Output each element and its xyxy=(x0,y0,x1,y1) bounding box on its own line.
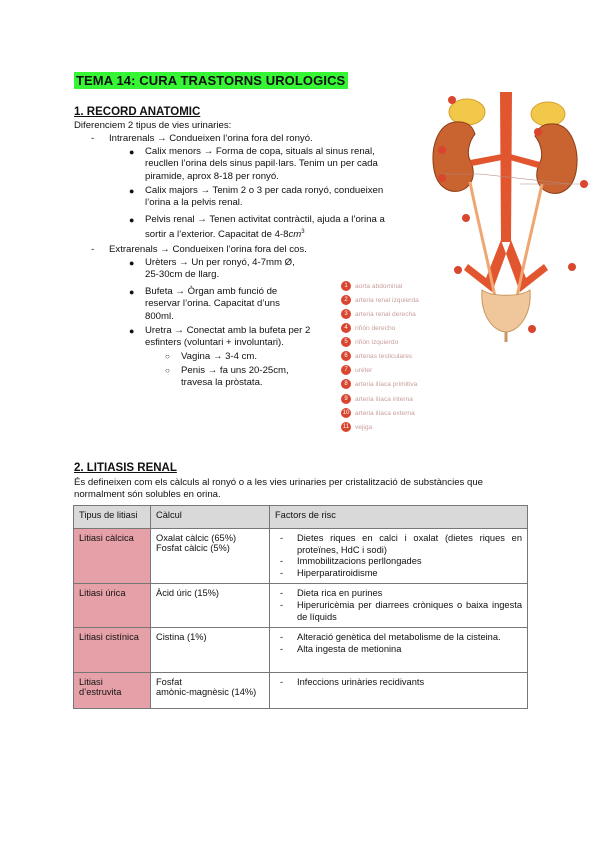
risk-factor: - Dieta rica en purines xyxy=(297,588,522,600)
anatomy-intro: Diferenciem 2 tipus de vies urinaries: xyxy=(74,120,232,131)
table-row xyxy=(74,529,528,584)
ureters-text: Urèters → Un per ronyó, 4-7mm Ø, 25-30cm de llarg. xyxy=(145,257,295,281)
bullet-marker: ● xyxy=(129,147,135,157)
risk-factor: - Infeccions urinàries recidivants xyxy=(297,677,522,689)
litiasi-type: Litiasi cistínica xyxy=(74,628,151,673)
bullet-marker: ● xyxy=(129,287,135,297)
risk-factor: - Immobilitzacions perllongades xyxy=(297,556,522,568)
legend-item: 1 aorta abdominal xyxy=(341,281,402,292)
section-heading-litiasis: 2. LITIASIS RENAL xyxy=(74,462,177,474)
column-header: Factors de risc xyxy=(270,506,528,529)
litiasi-type: Litiasi càlcica xyxy=(74,529,151,584)
vagina-text: Vagina → 3-4 cm. xyxy=(181,351,258,362)
column-header: Tipus de litiasi xyxy=(74,506,151,529)
legend-item: 4 riñón derecho xyxy=(341,323,395,334)
legend-item: 6 arterias testiculares xyxy=(341,351,412,362)
factors-cell xyxy=(270,529,528,584)
abdominal-aorta xyxy=(500,92,512,242)
column-header: Càlcul xyxy=(151,506,270,529)
legend-item: 8 arteria ilíaca primitiva xyxy=(341,379,417,390)
table-row xyxy=(74,673,528,709)
litiasi-type: Litiasi úrica xyxy=(74,584,151,628)
calcul-cell: Cistina (1%) xyxy=(151,628,270,673)
penis-text: Penis → fa uns 20-25cm, travesa la pròstata. xyxy=(181,365,289,389)
risk-factor: - Alta ingesta de metionina xyxy=(297,644,522,656)
factors-cell xyxy=(270,628,528,673)
iliac-arteries xyxy=(464,240,548,292)
bullet-marker: ● xyxy=(129,186,135,196)
bullet-marker: ● xyxy=(129,258,135,268)
litiasi-type: Litiasi d’estruvita xyxy=(74,673,151,709)
right-adrenal-gland xyxy=(531,102,565,126)
intrarenal-label: Intrarenals → Condueixen l’orina fora del ronyó. xyxy=(109,133,313,144)
uretra-text: Uretra → Conectat amb la bufeta per 2 esfinters (voluntari + involuntari). xyxy=(145,325,311,349)
legend-item: 10 arteria ilíaca externa xyxy=(342,410,415,417)
calcul-cell: Fosfat amònic-magnèsic (14%) xyxy=(151,673,270,709)
risk-factor: - Alteració genètica del metabolisme de la cisteina. xyxy=(297,632,522,644)
legend-item: 7 uréter xyxy=(341,365,372,376)
calcul-cell: Oxalat càlcic (65%) Fosfat càlcic (5%) xyxy=(151,529,270,584)
circle-marker: ○ xyxy=(165,352,170,361)
table-row xyxy=(74,584,528,628)
legend-item: 9 arteria ilíaca interna xyxy=(341,394,413,405)
bladder xyxy=(482,290,530,332)
dash-marker: - xyxy=(91,244,95,255)
page-title: TEMA 14: CURA TRASTORNS UROLOGICS xyxy=(74,72,348,89)
section-heading-anatomy: 1. RECORD ANATOMIC xyxy=(74,106,201,118)
extrarenal-label: Extrarenals → Condueixen l’orina fora del cos. xyxy=(109,244,307,255)
legend-item: 5 riñón izquierdo xyxy=(341,337,398,348)
table-row xyxy=(74,628,528,673)
urinary-system-illustration xyxy=(420,92,590,342)
legend-item: 3 arteria renal derecha xyxy=(341,309,416,320)
risk-factor: - Hiperparatiroidisme xyxy=(297,568,522,580)
bullet-marker: ● xyxy=(129,215,135,225)
litiasis-table xyxy=(73,505,528,709)
risk-factor: - Hiperuricèmia per diarrees cròniques o baixa ingesta de líquids xyxy=(297,600,522,623)
bufeta-text: Bufeta → Òrgan amb funció de reservar l’orina. Capacitat d’uns 800ml. xyxy=(145,286,280,322)
left-kidney xyxy=(535,124,577,194)
factors-cell xyxy=(270,673,528,709)
calix-menors-text: Calix menors → Forma de copa, situals al sinus renal, reucllen l’orina dels sinus papil·lars. Tenim un per cada piramide, aprox 8-18 per ronyó. xyxy=(145,146,378,182)
bullet-marker: ● xyxy=(129,326,135,336)
risk-factor: - Dietes riques en calci i oxalat (dietes riques en proteïnes, HdC i sodi) xyxy=(297,533,522,556)
pelvis-renal-text: Pelvis renal → Tenen activitat contràctil, ajuda a l’orina a sortir a l’exterior. Capacitat de $4-8cm^3$ xyxy=(145,214,385,241)
dash-marker: - xyxy=(91,133,95,144)
calix-majors-text: Calix majors → Tenim 2 o 3 per cada ronyó, condueixen l’orina a la pelvis renal. xyxy=(145,185,384,209)
litiasis-intro: És defineixen com els càlculs al ronyó o a les vies urinaries per cristalització de substàncies que normalment són solubles en orina. xyxy=(74,477,483,501)
table-header-row xyxy=(74,506,528,529)
calcul-cell: Àcid úric (15%) xyxy=(151,584,270,628)
factors-cell xyxy=(270,584,528,628)
legend-item: 11 vejiga xyxy=(342,424,373,431)
right-kidney xyxy=(433,122,475,192)
legend-item: 2 arteria renal izquierda xyxy=(341,295,419,306)
circle-marker: ○ xyxy=(165,366,170,375)
